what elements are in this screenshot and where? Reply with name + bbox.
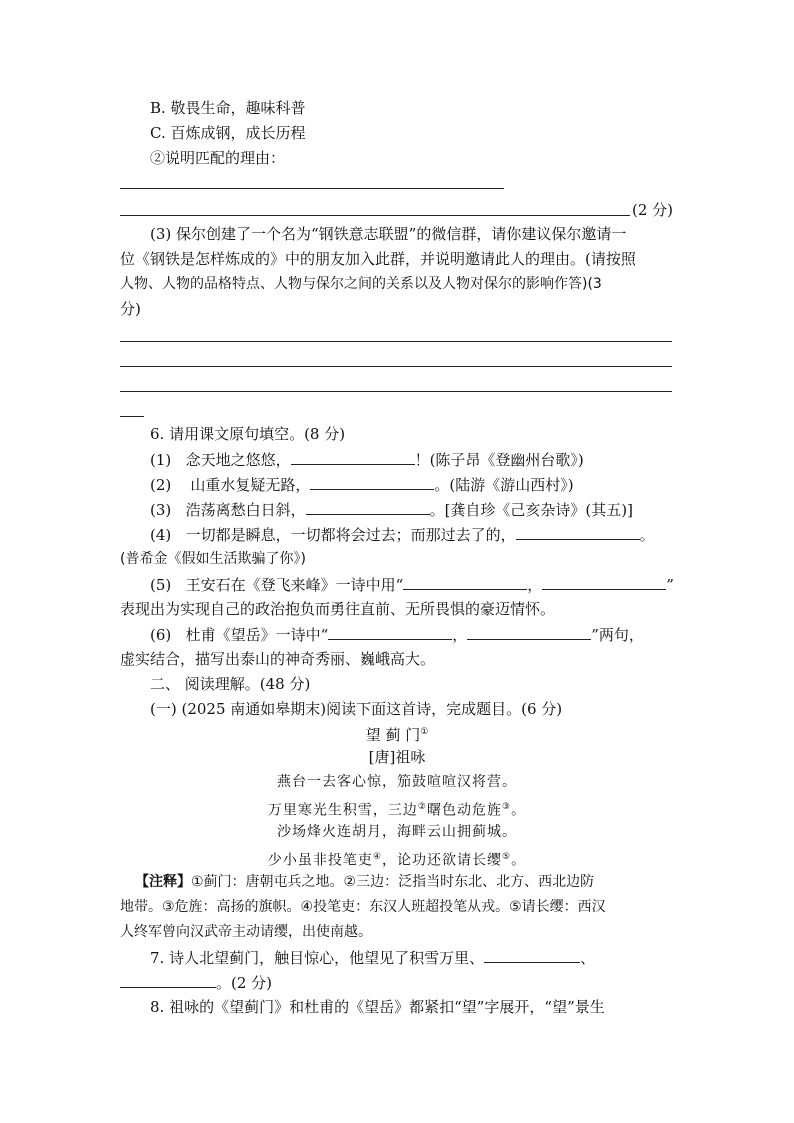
item-suffix: 。(陆游《游山西村》): [434, 476, 574, 494]
notes-line-2: 地带。③危旌：高扬的旗帜。④投笔吏：东汉人班超投笔从戎。⑤请长缨：西汉: [120, 899, 606, 915]
poem-line-2: 万里寒光生积雪，三边②曙色动危旌③。: [267, 802, 527, 819]
item-suffix: 。: [639, 526, 655, 544]
fill-blank[interactable]: [120, 972, 216, 988]
part2-score: (2 分): [632, 201, 674, 219]
fill-blank[interactable]: [403, 574, 527, 590]
notes-line-3: 人终军曾向汉武帝主动请缨，出使南越。: [120, 924, 372, 940]
fill-blank[interactable]: [484, 947, 580, 963]
option-c: C. 百炼成钢，成长历程: [150, 124, 306, 142]
notes-label: 【注释】: [135, 874, 191, 890]
q7-line-1: 7. 诗人北望蓟门，触目惊心，他望见了积雪万里、 、: [150, 949, 596, 967]
item-suffix: 。[龚自珍《己亥杂诗》(其五)]: [429, 501, 633, 519]
q6-item2: [150, 474, 574, 495]
item-suffix: ”两句，: [591, 626, 644, 644]
section-heading: 二、 阅读理解。(48 分): [150, 675, 311, 693]
item-number: (5): [150, 576, 172, 594]
q6-item1: [150, 449, 584, 470]
answer-line: [120, 391, 672, 392]
item-suffix: ”: [666, 576, 674, 594]
item-prefix: 念天地之悠悠，: [185, 451, 291, 469]
fill-blank[interactable]: [328, 624, 452, 640]
item-prefix: 浩荡离愁白日斜，: [185, 501, 306, 519]
item-mid: ，: [527, 576, 543, 594]
poem-line-3: 沙场烽火连胡月，海畔云山拥蓟城。: [277, 824, 517, 840]
poem-author: [唐]祖咏: [368, 748, 426, 766]
section-sub-heading: (一) (2025 南通如皋期末)阅读下面这首诗，完成题目。(6 分): [150, 700, 563, 718]
answer-line: [120, 188, 504, 189]
answer-line: [120, 366, 672, 367]
poem-title: 望 蓟 门①: [365, 726, 429, 744]
q6-item6-line2: 虚实结合，描写出泰山的神奇秀丽、巍峨高大。: [120, 650, 436, 668]
fill-blank[interactable]: [310, 474, 434, 490]
q8-line-1: 8. 祖咏的《望蓟门》和杜甫的《望岳》都紧扣“望”字展开，“望”景生: [150, 998, 605, 1016]
poem-line-1: 燕台一去客心惊，笳鼓喧喧汉将营。: [277, 774, 517, 790]
part3-line1: (3) 保尔创建了一个名为“钢铁意志联盟”的微信群，请你建议保尔邀请一: [150, 225, 627, 243]
item-prefix: 王安石在《登飞来峰》一诗中用“: [185, 576, 404, 594]
option-b: B. 敬畏生命，趣味科普: [150, 99, 306, 117]
q6-item4-source: (普希金《假如生活欺骗了你》): [120, 551, 306, 567]
part3-line3: 人物、人物的品格特点、人物与保尔之间的关系以及人物对保尔的影响作答)(3: [120, 276, 602, 292]
item-number: (4): [150, 526, 172, 544]
poem-line-4: 少小虽非投笔吏④，论功还欲请长缨⑤。: [267, 852, 527, 869]
item-prefix: 山重水复疑无路，: [190, 476, 311, 494]
answer-line: [120, 416, 144, 417]
fill-blank[interactable]: [542, 574, 666, 590]
answer-line: [120, 341, 672, 342]
fill-blank[interactable]: [291, 449, 415, 465]
q6-item3: [150, 499, 633, 520]
item-number: (3): [150, 501, 172, 519]
item-prefix: 一切都是瞬息，一切都将会过去；而那过去了的，: [185, 526, 516, 544]
item-number: (2): [150, 476, 172, 494]
notes-line-1: 【注释】①蓟门：唐朝屯兵之地。②三边：泛指当时东北、北方、西北边防: [135, 874, 595, 890]
item-prefix: 杜甫《望岳》一诗中“: [185, 626, 329, 644]
q7-line-2: 。(2 分): [120, 972, 272, 993]
q6-item5: [150, 574, 674, 595]
part2-prompt: ②说明匹配的理由：: [150, 149, 286, 167]
item-suffix: ！(陈子昂《登幽州台歌》): [414, 451, 584, 469]
q6-title: 6. 请用课文原句填空。(8 分): [150, 425, 346, 443]
fill-blank[interactable]: [516, 524, 640, 540]
q6-item4: [150, 524, 655, 545]
part3-line4: 分): [120, 300, 141, 318]
item-number: (1): [150, 451, 172, 469]
fill-blank[interactable]: [306, 499, 430, 515]
q6-item5-line2: 表现出为实现自己的政治抱负而勇往直前、无所畏惧的豪迈情怀。: [120, 600, 556, 618]
item-mid: ，: [452, 626, 468, 644]
q6-item6: [150, 624, 644, 645]
item-number: (6): [150, 626, 172, 644]
answer-line: [120, 215, 630, 216]
part3-line2: 位《钢铁是怎样炼成的》中的朋友加入此群，并说明邀请此人的理由。(请按照: [120, 250, 636, 268]
fill-blank[interactable]: [467, 624, 591, 640]
